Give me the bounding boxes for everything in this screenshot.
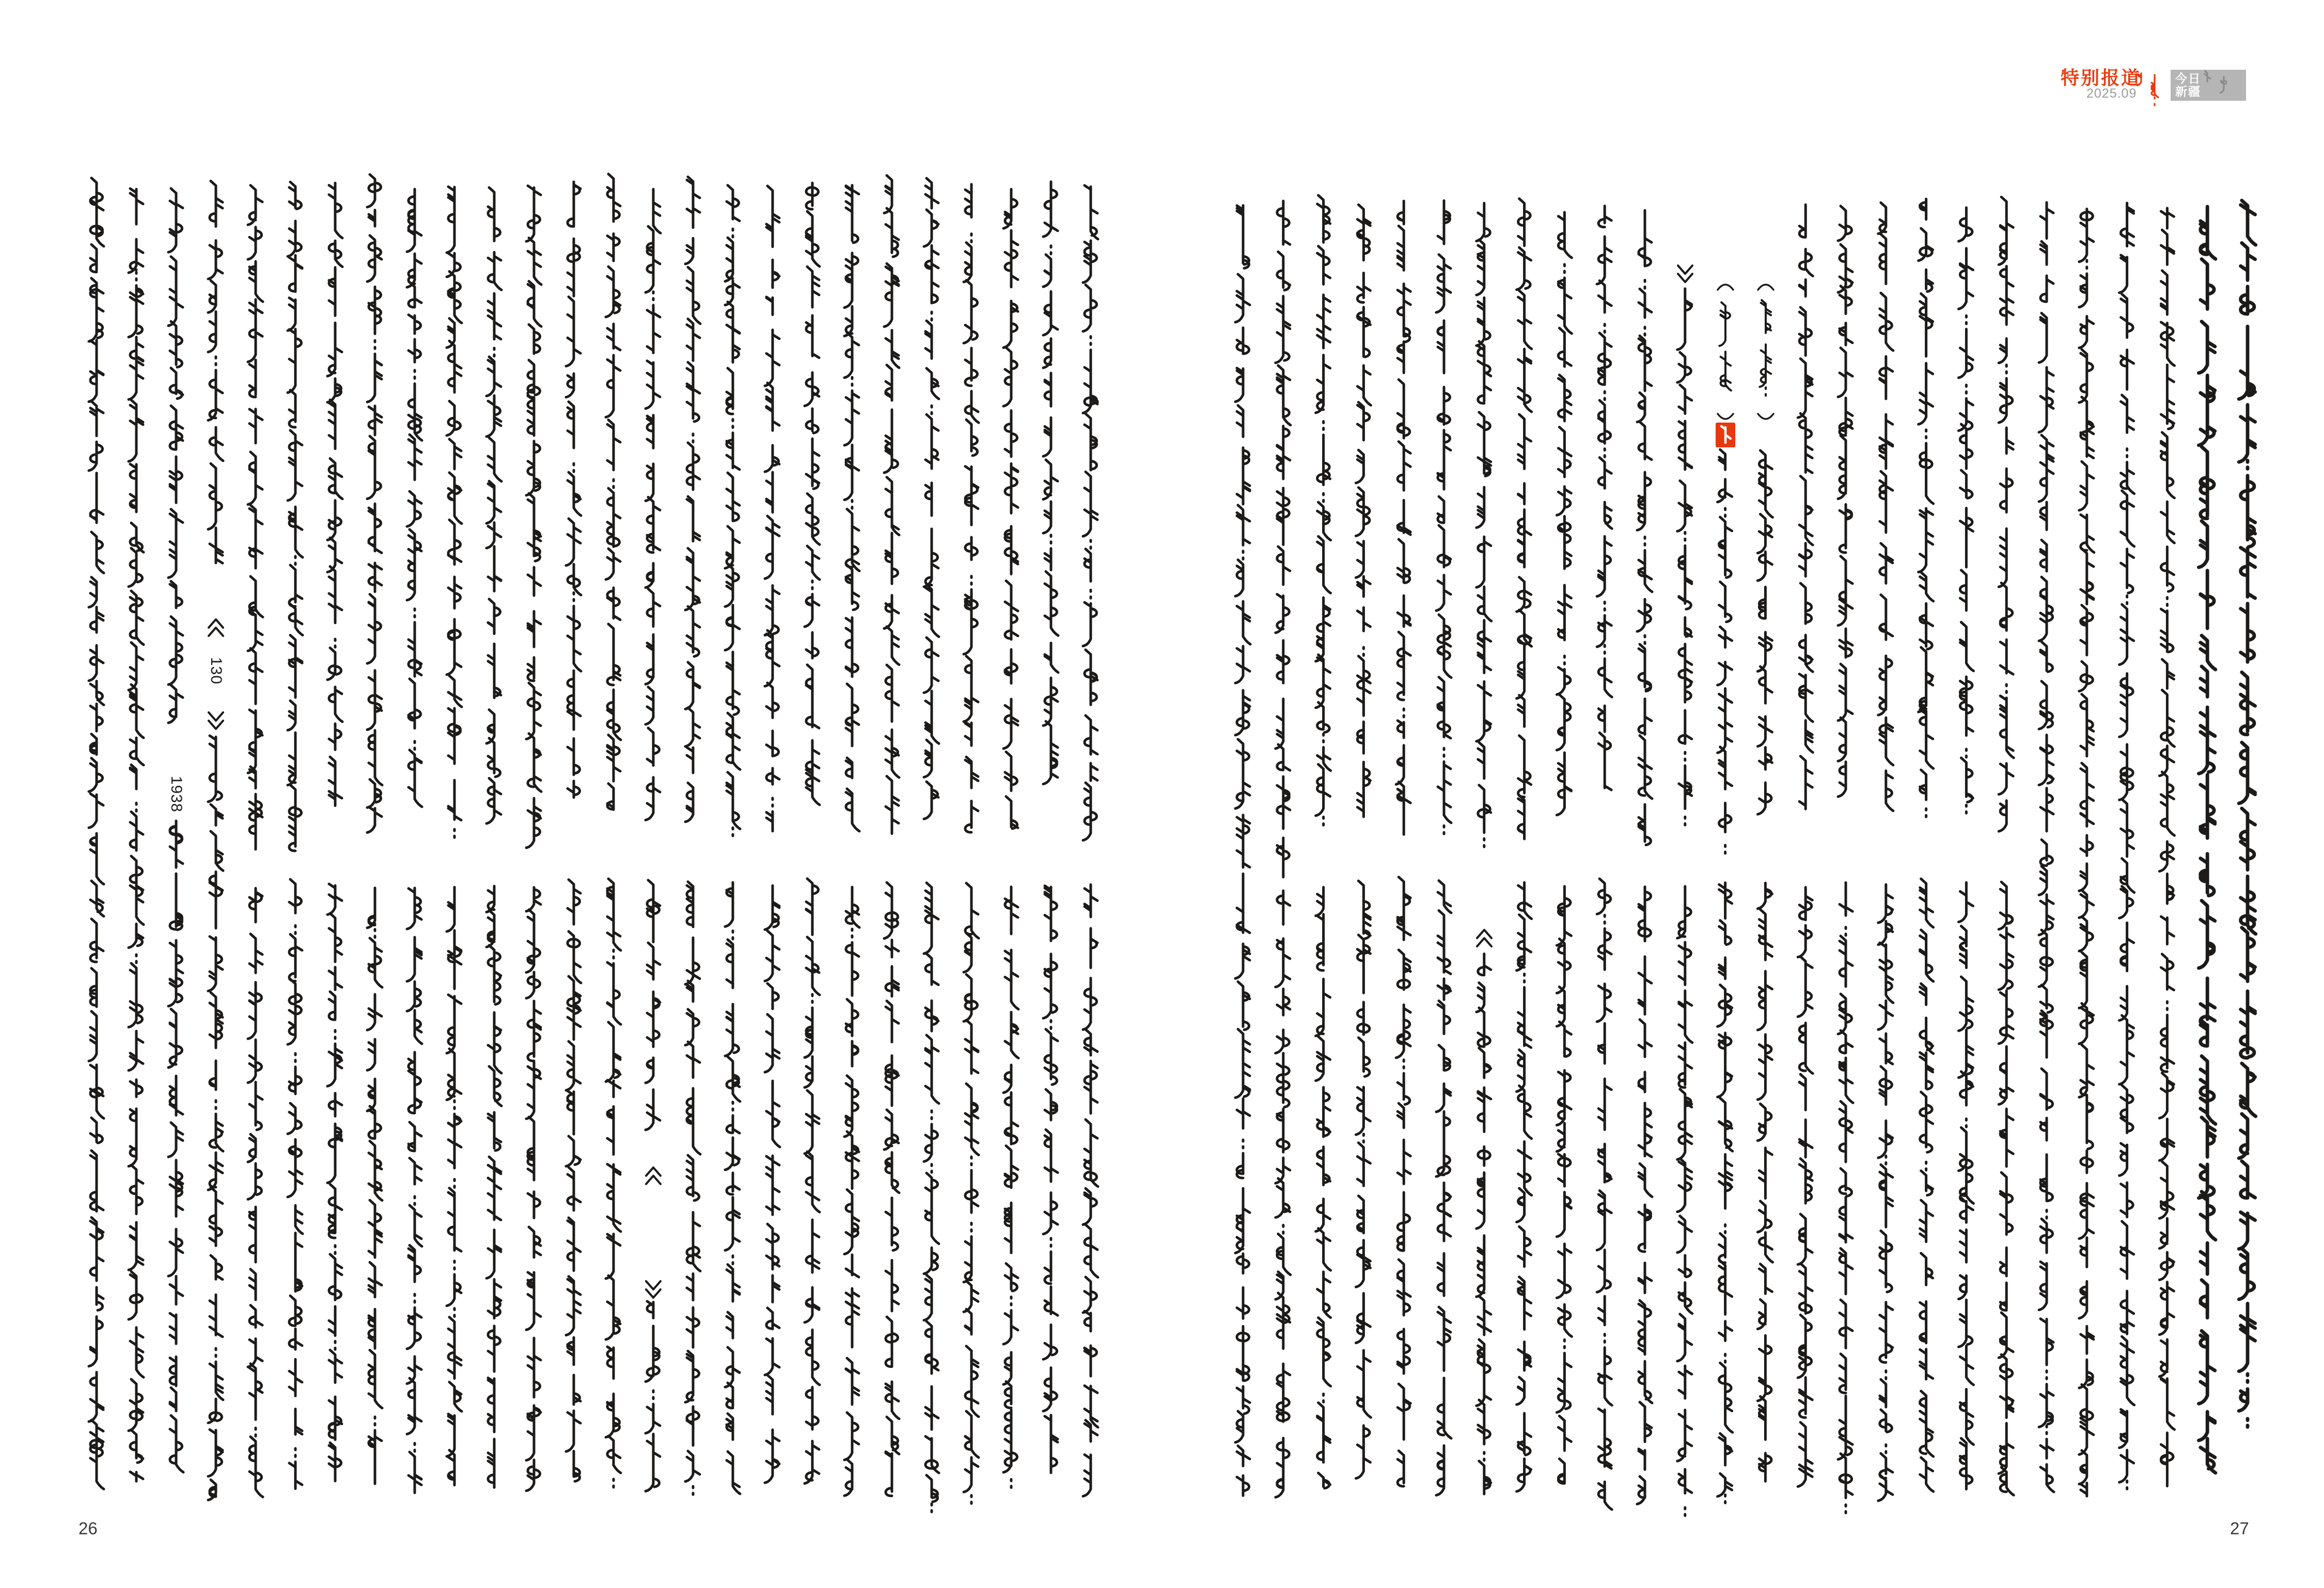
logo-line-1: 今日 xyxy=(2175,72,2201,85)
numeral-130: 130 xyxy=(208,657,225,685)
ornament-glyph-icon xyxy=(1716,423,1735,447)
issue-date: 2025.09 xyxy=(2086,86,2137,101)
page-number-right: 27 xyxy=(2230,1519,2249,1538)
section-label: 特别报道 xyxy=(2061,67,2142,88)
page-number-left: 26 xyxy=(78,1519,98,1538)
logo-line-2: 新疆 xyxy=(2175,85,2201,98)
numeral-1938: 1938 xyxy=(168,776,185,813)
article-start-ornament xyxy=(1716,423,1735,447)
